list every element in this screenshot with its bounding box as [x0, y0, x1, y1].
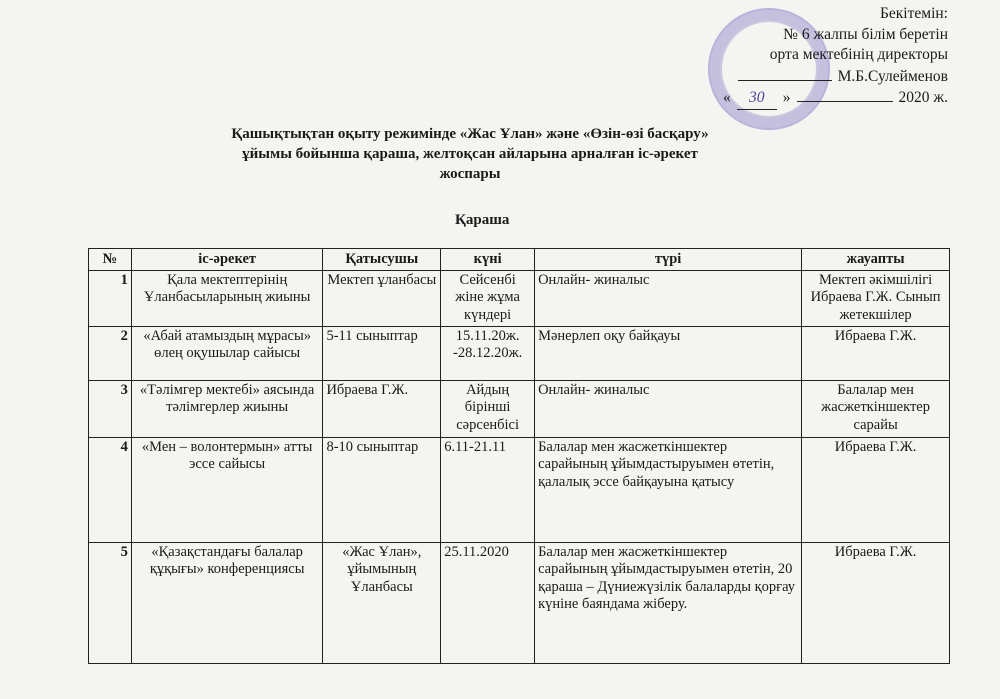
- row-participants: «Жас Ұлан», ұйымының Ұланбасы: [323, 542, 441, 663]
- row-responsible: Балалар мен жасжеткіншектер сарайы: [802, 380, 950, 437]
- row-activity: «Абай атамыздың мұрасы» өлең оқушылар сайысы: [131, 326, 323, 380]
- row-participants: Мектеп ұланбасы: [323, 270, 441, 326]
- row-number: 5: [89, 542, 132, 663]
- row-activity: «Тәлімгер мектебі» аясында тәлімгерлер жиыны: [131, 380, 323, 437]
- header-type: түрі: [535, 249, 802, 271]
- header-number: №: [89, 249, 132, 271]
- approval-heading: Бекітемін:: [880, 5, 948, 22]
- approval-school: № 6 жалпы білім беретін: [783, 25, 948, 43]
- row-type: Мәнерлеп оқу байқауы: [535, 326, 802, 380]
- header-responsible: жауапты: [802, 249, 950, 271]
- table-header-row: [89, 249, 950, 271]
- row-participants: Ибраева Г.Ж.: [323, 380, 441, 437]
- row-type: Онлайн- жиналыс: [535, 270, 802, 326]
- row-type: Балалар мен жасжеткіншектер сарайының ұйымдастыруымен өтетін, қалалық эссе байқауына қатысу: [535, 437, 802, 542]
- table-row: [89, 542, 950, 663]
- date-quote-close: »: [782, 89, 791, 106]
- approval-signature-line: [648, 66, 948, 88]
- row-type: Балалар мен жасжеткіншектер сарайының ұйымдастыруымен өтетін, 20 қараша – Дүниежүзілік балаларды қорғау күніне баяндама жіберу.: [535, 542, 802, 663]
- row-date: 25.11.2020: [441, 542, 535, 663]
- date-month-blank: [797, 87, 893, 102]
- header-date: күні: [441, 249, 535, 271]
- table-row: [89, 270, 950, 326]
- row-date: Сейсенбі жіне жұма күндері: [441, 270, 535, 326]
- header-participants: Қатысушы: [323, 249, 441, 271]
- row-participants: 8-10 сыныптар: [323, 437, 441, 542]
- table-row: [89, 326, 950, 380]
- row-participants: 5-11 сыныптар: [323, 326, 441, 380]
- row-number: 1: [89, 270, 132, 326]
- row-date: 15.11.20ж. -28.12.20ж.: [441, 326, 535, 380]
- title-line-3: жоспары: [439, 166, 501, 182]
- header-activity: іс-әрекет: [131, 249, 323, 271]
- activity-plan-table: [88, 248, 950, 664]
- table-row: [89, 380, 950, 437]
- date-day: 30: [737, 88, 777, 110]
- row-date: 6.11-21.11: [441, 437, 535, 542]
- row-number: 4: [89, 437, 132, 542]
- director-name: М.Б.Сулейменов: [837, 67, 948, 85]
- signature-blank: [738, 66, 832, 81]
- row-number: 2: [89, 326, 132, 380]
- row-activity: Қала мектептерінің Ұланбасыларының жиыны: [131, 270, 323, 326]
- row-responsible: Ибраева Г.Ж.: [802, 437, 950, 542]
- month-heading: Қараша: [455, 212, 510, 228]
- date-year: 2020 ж.: [898, 89, 948, 106]
- row-activity: «Қазақстандағы балалар құқығы» конференциясы: [131, 542, 323, 663]
- table-row: [89, 437, 950, 542]
- approval-position: орта мектебінің директоры: [769, 46, 948, 63]
- title-line-2: ұйымы бойынша қараша, желтоқсан айларына арналған іс-әрекет: [242, 146, 698, 162]
- row-responsible: Ибраева Г.Ж.: [802, 542, 950, 663]
- row-number: 3: [89, 380, 132, 437]
- title-line-1: Қашықтықтан оқыту режимінде «Жас Ұлан» және «Өзін-өзі басқару»: [231, 126, 709, 142]
- row-date: Айдың бірінші сәрсенбісі: [441, 380, 535, 437]
- date-quote-open: «: [723, 89, 731, 106]
- approval-block: [648, 4, 948, 110]
- row-type: Онлайн- жиналыс: [535, 380, 802, 437]
- row-responsible: Ибраева Г.Ж.: [802, 326, 950, 380]
- row-responsible: Мектеп әкімшілігі Ибраева Г.Ж. Сынып жетекшілер: [802, 270, 950, 326]
- row-activity: «Мен – волонтермын» атты эссе сайысы: [131, 437, 323, 542]
- approval-date-line: [648, 87, 948, 110]
- document-title: [160, 124, 780, 184]
